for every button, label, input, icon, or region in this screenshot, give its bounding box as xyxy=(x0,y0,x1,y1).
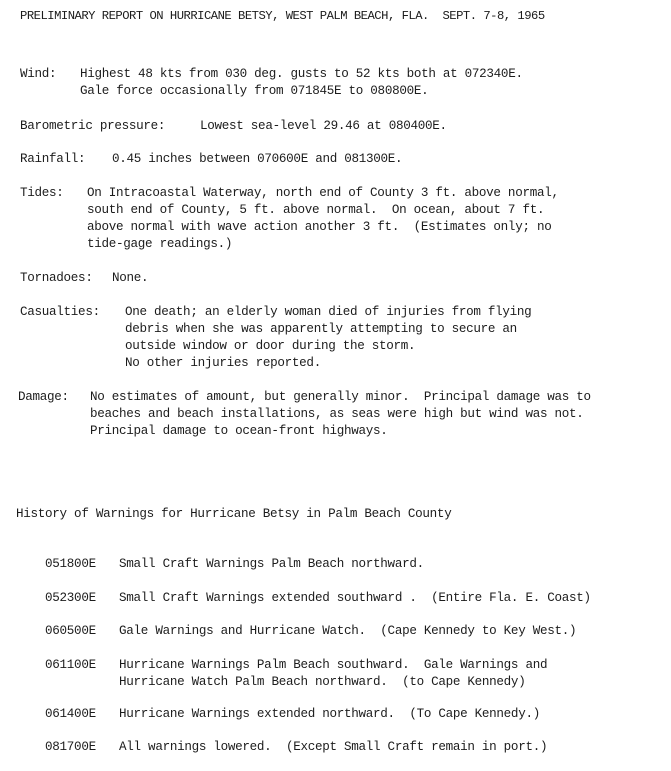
wind-line-2: Gale force occasionally from 071845E to 080800E. xyxy=(80,84,429,98)
casualties-line-3: outside window or door during the storm. xyxy=(125,339,416,353)
wind-label: Wind: xyxy=(20,67,57,81)
damage-line-2: beaches and beach installations, as seas were high but wind was not. xyxy=(90,407,584,421)
warning-text: Hurricane Warnings extended northward. (To Cape Kennedy.) xyxy=(119,707,540,721)
warning-text: Small Craft Warnings extended southward . (Entire Fla. E. Coast) xyxy=(119,591,591,605)
casualties-line-2: debris when she was apparently attempting to secure an xyxy=(125,322,517,336)
warning-time: 060500E xyxy=(45,624,96,638)
rainfall-text: 0.45 inches between 070600E and 081300E. xyxy=(112,152,403,166)
warning-time: 052300E xyxy=(45,591,96,605)
tides-line-4: tide-gage readings.) xyxy=(87,237,233,251)
warning-time: 081700E xyxy=(45,740,96,754)
warning-text: Small Craft Warnings Palm Beach northward. xyxy=(119,557,424,571)
tides-line-3: above normal with wave action another 3 ft. (Estimates only; no xyxy=(87,220,552,234)
tides-label: Tides: xyxy=(20,186,64,200)
warning-text: Hurricane Watch Palm Beach northward. (to Cape Kennedy) xyxy=(119,675,526,689)
casualties-line-1: One death; an elderly woman died of injuries from flying xyxy=(125,305,532,319)
warning-text: Hurricane Warnings Palm Beach southward. Gale Warnings and xyxy=(119,658,548,672)
warning-text: All warnings lowered. (Except Small Craft remain in port.) xyxy=(119,740,548,754)
tornadoes-text: None. xyxy=(112,271,149,285)
warning-time: 061400E xyxy=(45,707,96,721)
warning-text: Gale Warnings and Hurricane Watch. (Cape Kennedy to Key West.) xyxy=(119,624,577,638)
rainfall-label: Rainfall: xyxy=(20,152,86,166)
warnings-heading: History of Warnings for Hurricane Betsy in Palm Beach County xyxy=(16,507,452,521)
casualties-line-4: No other injuries reported. xyxy=(125,356,321,370)
damage-line-3: Principal damage to ocean-front highways. xyxy=(90,424,388,438)
warning-time: 061100E xyxy=(45,658,96,672)
damage-label: Damage: xyxy=(18,390,69,404)
warning-time: 051800E xyxy=(45,557,96,571)
wind-line-1: Highest 48 kts from 030 deg. gusts to 52 kts both at 072340E. xyxy=(80,67,523,81)
warning-row xyxy=(16,723,547,771)
tides-line-2: south end of County, 5 ft. above normal. On ocean, about 7 ft. xyxy=(87,203,545,217)
tornadoes-label: Tornadoes: xyxy=(20,271,93,285)
damage-line-1: No estimates of amount, but generally minor. Principal damage was to xyxy=(90,390,591,404)
casualties-label: Casualties: xyxy=(20,305,100,319)
tides-line-1: On Intracoastal Waterway, north end of County 3 ft. above normal, xyxy=(87,186,559,200)
pressure-text: Lowest sea-level 29.46 at 080400E. xyxy=(200,119,447,133)
report-title: PRELIMINARY REPORT ON HURRICANE BETSY, WEST PALM BEACH, FLA. SEPT. 7-8, 1965 xyxy=(20,9,545,23)
pressure-label: Barometric pressure: xyxy=(20,119,166,133)
